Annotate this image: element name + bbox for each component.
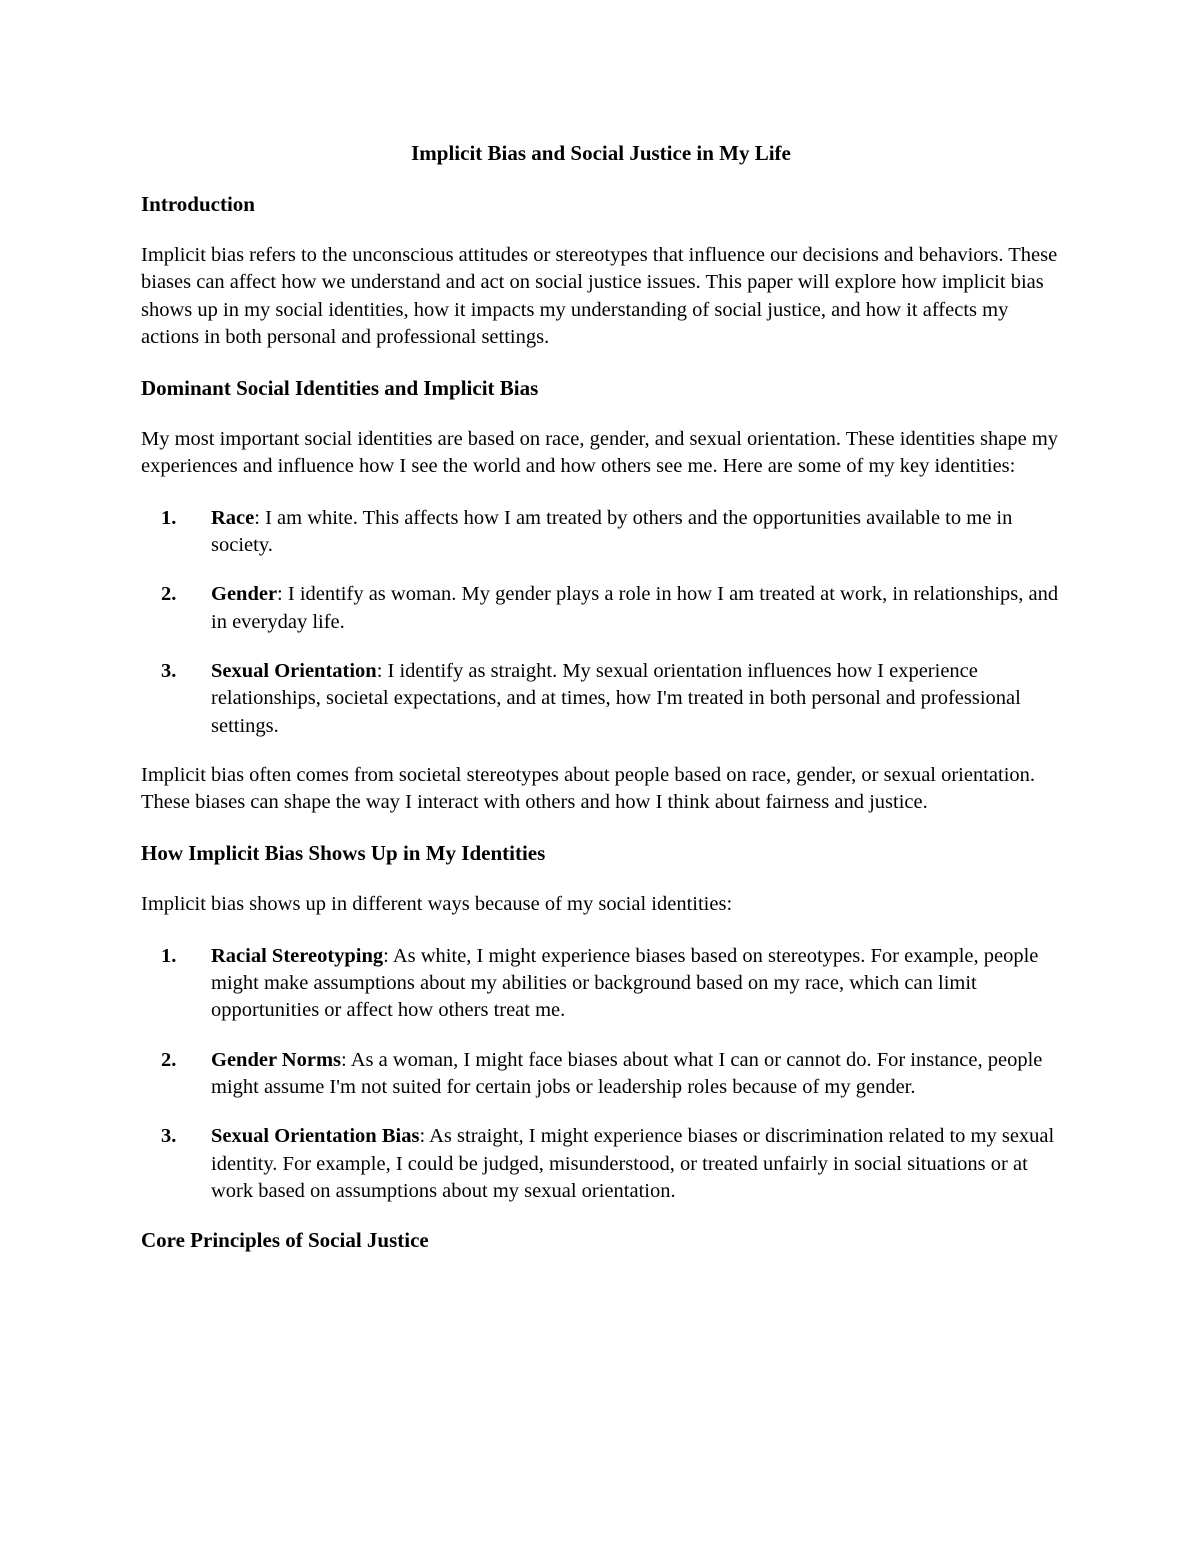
- introduction-paragraph: Implicit bias refers to the unconscious attitudes or stereotypes that influence our decisions and behaviors. These biases can affect how we understand and act on social justice issues. This paper will explore how implicit bias shows up in my social identities, how it impacts my understanding of social justice, and how it affects my actions in both personal and professional settings.: [141, 244, 1058, 348]
- list-term: Racial Stereotyping: [211, 944, 384, 967]
- heading-core-principles: Core Principles of Social Justice: [141, 1228, 429, 1253]
- list-term: Race: [211, 506, 255, 529]
- list-item: [141, 1123, 1061, 1205]
- heading-introduction: Introduction: [141, 192, 255, 216]
- list-term: Sexual Orientation Bias: [211, 1125, 420, 1148]
- dominant-identities-intro: My most important social identities are based on race, gender, and sexual orientation. These identities shape my experiences and influence how I see the world and how others see me. Here are some of my key identities:: [141, 428, 1059, 478]
- list-term: Sexual Orientation: [211, 659, 377, 682]
- dominant-identities-closing: Implicit bias often comes from societal stereotypes about people based on race, gender, or sexual orientation. These biases can shape the way I interact with others and how I think about fairness and justice.: [141, 763, 1036, 814]
- heading-dominant-identities: Dominant Social Identities and Implicit Bias: [141, 376, 539, 401]
- bias-shows-up-intro: Implicit bias shows up in different ways because of my social identities:: [141, 893, 733, 916]
- list-text: : I identify as straight. My sexual orientation influences how I experience relationships, societal expectations, and at times, how I'm treated in both personal and professional settings.: [211, 659, 1021, 737]
- list-number: 2.: [161, 583, 177, 606]
- list-item: [141, 1047, 1061, 1102]
- list-item: [141, 505, 1061, 560]
- list-term: Gender: [211, 583, 278, 606]
- list-text: : As straight, I might experience biases or discrimination related to my sexual identity. For example, I could be judged, misunderstood, or treated unfairly in social situations or at work based on assumptions about my sexual orientation.: [211, 1125, 1055, 1202]
- document-body: [141, 140, 1061, 1278]
- document-title: Implicit Bias and Social Justice in My Life: [411, 141, 791, 165]
- list-item: [141, 943, 1061, 1025]
- list-item: [141, 658, 1061, 740]
- list-text: : As white, I might experience biases based on stereotypes. For example, people might make assumptions about my abilities or background based on my race, which can limit opportunities or affect how others treat me.: [211, 944, 1039, 1022]
- list-text: : I identify as woman. My gender plays a role in how I am treated at work, in relationships, and in everyday life.: [211, 583, 1059, 633]
- list-number: 1.: [161, 506, 177, 529]
- bias-list: [141, 943, 1061, 1205]
- identity-list: [141, 505, 1061, 740]
- list-text: : As a woman, I might face biases about what I can or cannot do. For instance, people might assume I'm not suited for certain jobs or leadership roles because of my gender.: [211, 1048, 1043, 1098]
- list-item: [141, 581, 1061, 636]
- list-number: 1.: [161, 944, 177, 967]
- heading-bias-shows-up: How Implicit Bias Shows Up in My Identities: [141, 841, 546, 866]
- list-number: 3.: [161, 1125, 177, 1148]
- list-term: Gender Norms: [211, 1048, 342, 1071]
- list-text: : I am white. This affects how I am treated by others and the opportunities available to me in society.: [211, 506, 1013, 557]
- list-number: 3.: [161, 659, 177, 682]
- list-number: 2.: [161, 1048, 177, 1071]
